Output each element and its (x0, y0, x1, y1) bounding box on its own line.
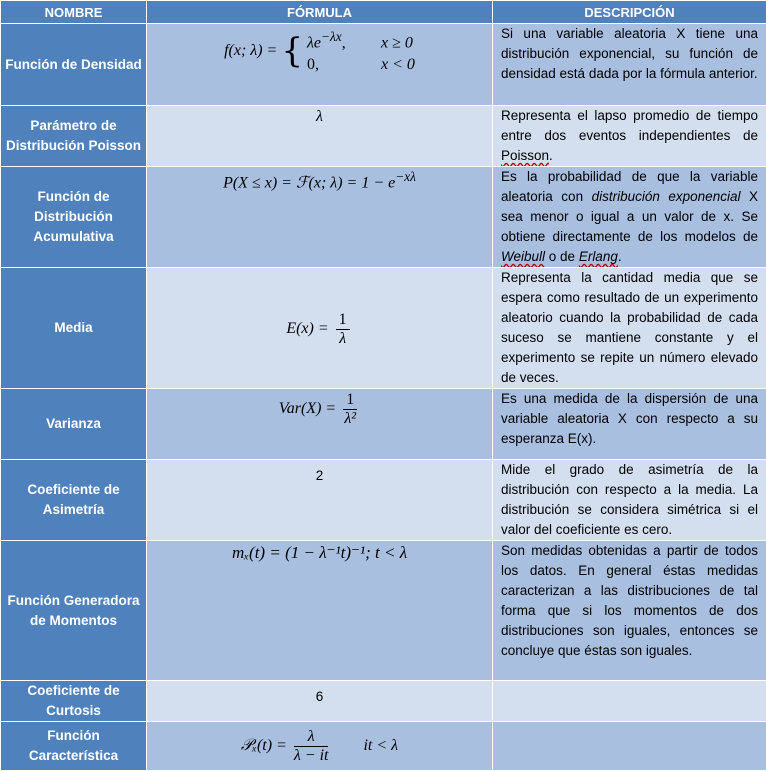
row-name: Función de Distribución Acumulativa (1, 167, 147, 268)
fraction-numerator: 1 (343, 391, 357, 410)
desc-erlang: Erlang (579, 249, 618, 264)
desc-emphasis: distribución exponencial (592, 189, 741, 204)
variance-lhs: Var(X) = (279, 400, 336, 417)
row-description (493, 167, 766, 268)
row-description (493, 681, 766, 722)
row-name: Media (1, 268, 147, 389)
fraction-denominator: λ² (343, 410, 357, 428)
header-descripcion: DESCRIPCIÓN (493, 1, 766, 24)
row-name: Varianza (1, 389, 147, 460)
row-formula (147, 460, 493, 541)
case2-expr: 0, (307, 54, 377, 76)
row-formula (147, 268, 493, 389)
row-formula (147, 106, 493, 167)
case2-condition: x < 0 (381, 56, 415, 73)
row-formula (147, 167, 493, 268)
row-description: Es una medida de la dispersión de una variable aleatoria X con respecto a su esperanza E(x). (493, 389, 766, 460)
row-description: Si una variable aleatoria X tiene una distribución exponencial, su función de densidad está dada por la fórmula anterior. (493, 24, 766, 106)
skewness-value: 2 (316, 462, 324, 483)
formula-lhs: f(x; λ) = (224, 42, 277, 59)
desc-text: Representa el lapso promedio de tiempo entre dos eventos independientes de (501, 108, 758, 143)
desc-text: Es la probabilidad de que la variable aleatoria con (501, 169, 758, 204)
brace-symbol: { (281, 31, 303, 71)
fraction-denominator: λ − it (294, 747, 329, 765)
desc-text-end: . (549, 148, 553, 163)
case1-exponent: −λx (321, 29, 342, 44)
table-row (1, 722, 766, 771)
table-row (1, 268, 766, 389)
row-description (493, 106, 766, 167)
table-row (1, 389, 766, 460)
row-formula (147, 681, 493, 722)
row-formula (147, 541, 493, 681)
desc-weibull: Weibull (501, 249, 545, 264)
cdf-exponent: −xλ (395, 169, 416, 184)
charfn-fraction (294, 728, 329, 765)
row-description: Representa la cantidad media que se espera como resultado de un experimento aleatorio cuando la probabilidad de cada suceso se mantiene constante y el experimento se repite un número elevado de veces. (493, 268, 766, 389)
fraction-numerator: 1 (336, 311, 350, 330)
row-formula (147, 722, 493, 771)
desc-text: X sea menor o igual a un valor de x. Se obtiene directamente de los modelos de (501, 189, 758, 244)
row-description (493, 722, 766, 771)
header-formula: FÓRMULA (147, 1, 493, 24)
row-description: Son medidas obtenidas a partir de todos los datos. En general éstas medidas caracterizan a las distribuciones de tal forma que si los momentos de dos distribuciones son iguales, entonces se concluye que éstas son iguales. (493, 541, 766, 681)
header-row (1, 1, 766, 24)
charfn-condition: it < λ (363, 737, 398, 754)
variance-fraction (343, 391, 357, 428)
desc-poisson: Poisson (501, 148, 549, 163)
case1-expr: λe (307, 34, 321, 51)
lambda-symbol: λ (316, 108, 323, 125)
fraction-numerator: λ (294, 728, 329, 747)
row-name: Función Característica (1, 722, 147, 771)
table-row (1, 24, 766, 106)
row-name: Función Generadora de Momentos (1, 541, 147, 681)
table-row (1, 167, 766, 268)
row-name: Coeficiente de Curtosis (1, 681, 147, 722)
mgf-formula: mₓ(t) = (1 − λ⁻¹t)⁻¹; t < λ (232, 543, 407, 562)
table-row (1, 460, 766, 541)
fraction-denominator: λ (336, 330, 350, 348)
table-row (1, 106, 766, 167)
header-nombre: NOMBRE (1, 1, 147, 24)
row-name: Parámetro de Distribución Poisson (1, 106, 147, 167)
desc-text: o de (545, 249, 579, 264)
mean-lhs: E(x) = (286, 320, 328, 337)
table-row (1, 541, 766, 681)
kurtosis-value: 6 (316, 683, 324, 704)
cdf-formula: P(X ≤ x) = ℱ(x; λ) = 1 − e (223, 174, 395, 191)
desc-text-end: . (618, 249, 622, 264)
row-description: Mide el grado de asimetría de la distribución con respecto a la media. La distribución se considera simétrica si el valor del coeficiente es cero. (493, 460, 766, 541)
table-row (1, 681, 766, 722)
row-name: Coeficiente de Asimetría (1, 460, 147, 541)
charfn-lhs: 𝒫ₓ(t) = (241, 737, 287, 754)
formula-cases: $\lambda e^{-\lambda x}$, x ≥ 0 0, x < 0 (307, 26, 415, 76)
row-name: Función de Densidad (1, 24, 147, 106)
case1-condition: x ≥ 0 (381, 34, 413, 51)
mean-fraction (336, 311, 350, 348)
row-formula (147, 389, 493, 460)
row-formula (147, 24, 493, 106)
